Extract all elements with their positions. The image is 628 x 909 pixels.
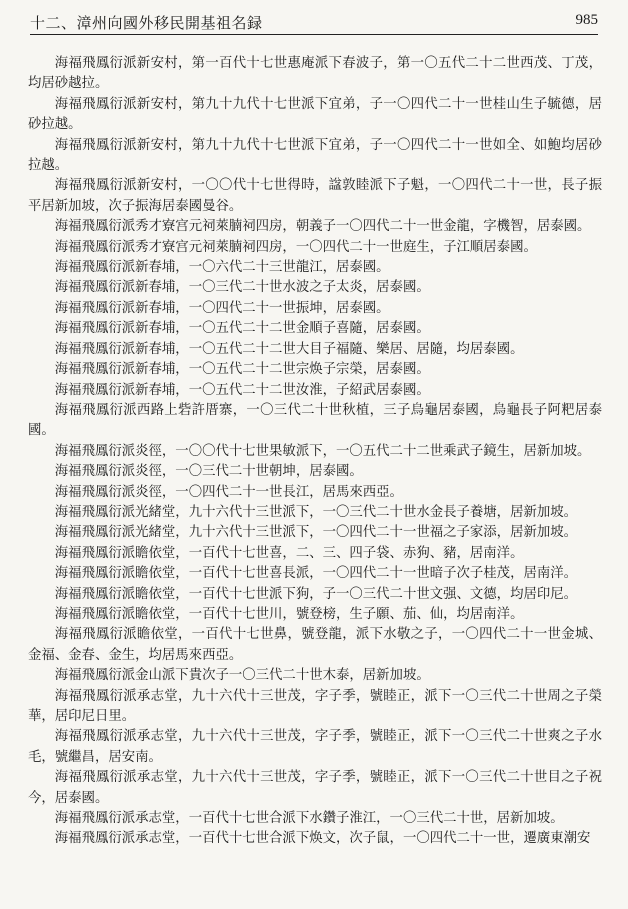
- entry-paragraph: 海福飛鳳衍派承志堂，九十六代十三世茂，字子季，號睦正，派下一〇三代二十世目之子祝今，居泰國。: [28, 770, 602, 806]
- entry-paragraph: 海福飛鳳衍派瞻依堂，一百代十七世鼻，號登龍，派下水敬之子，一〇四代二十一世金城、金福、金春、金生，均居馬來西亞。: [28, 627, 602, 663]
- entry-paragraph: 海福飛鳳衍派金山派下貴次子一〇三代二十世木泰，居新加坡。: [54, 668, 430, 684]
- page-body: [28, 54, 602, 850]
- entry-paragraph: 海福飛鳳衍派秀才寮宫元祠萊腩祠四房，一〇四代二十一世庭生，子江順居泰國。: [54, 239, 537, 255]
- entry-paragraph: 海福飛鳳衍派炎徑，一〇〇代十七世果敏派下，一〇五代二十二世乘武子鏡生，居新加坡。: [54, 443, 591, 459]
- entry-paragraph: 海福飛鳳衍派新春埔，一〇五代二十二世金順子喜隨，居泰國。: [54, 321, 430, 337]
- entry-paragraph: 海福飛鳳衍派光緒堂，九十六代十三世派下，一〇三代二十世水金長子養塘，居新加坡。: [54, 504, 578, 520]
- entry-paragraph: 海福飛鳳衍派瞻依堂，一百代十七世喜長派，一〇四代二十一世暗子次子桂茂，居南洋。: [54, 566, 578, 582]
- entry-paragraph: 海福飛鳳衍派承志堂，一百代十七世合派下焕文，次子鼠，一〇四代二十一世，遷廣東潮安: [54, 831, 591, 847]
- entry-paragraph: 海福飛鳳衍派新春埔，一〇六代二十三世龍江，居泰國。: [54, 260, 390, 276]
- entry-paragraph: 海福飛鳳衍派瞻依堂，一百代十七世喜，二、三、四子袋、赤狗、豬，居南洋。: [54, 545, 524, 561]
- page-number: 985: [575, 12, 598, 28]
- entry-paragraph: 海福飛鳳衍派承志堂，九十六代十三世茂，字子季，號睦正，派下一〇三代二十世爽之子水毛，號繼昌，居安南。: [28, 729, 602, 765]
- entry-paragraph: 海福飛鳳衍派西路上砦許厝寨，一〇三代二十世秋植，三子烏龜居泰國，烏龜長子阿粑居泰國。: [28, 402, 602, 439]
- page-header: [30, 10, 598, 35]
- entry-paragraph: 海福飛鳳衍派新春埔，一〇五代二十二世大目子福隨、樂居、居隨，均居泰國。: [54, 341, 524, 357]
- entry-paragraph: 海福飛鳳衍派瞻依堂，一百代十七世川，號登榜，生子願、茄、仙，均居南洋。: [54, 606, 524, 622]
- entry-paragraph: 海福飛鳳衍派瞻依堂，一百代十七世派下狗，子一〇三代二十世文强、文德，均居印尼。: [54, 586, 578, 602]
- entry-paragraph: 海福飛鳳衍派承志堂，九十六代十三世茂，字子季，號睦正，派下一〇三代二十世周之子榮華，居印尼日里。: [28, 688, 602, 724]
- entry-paragraph: 海福飛鳳衍派新安村，第一百代十七世惠庵派下春波子，第一〇五代二十二世西茂、丁茂，均居砂越拉。: [28, 56, 602, 92]
- entry-paragraph: 海福飛鳳衍派新春埔，一〇五代二十二世汝淮，子紹武居泰國。: [54, 382, 430, 398]
- entry-paragraph: 海福飛鳳衍派炎徑，一〇四代二十一世長江，居馬來西亞。: [54, 484, 403, 500]
- running-title: 十二、漳州向國外移民開基祖名録: [30, 14, 263, 32]
- entry-paragraph: 海福飛鳳衍派新春埔，一〇三代二十世水波之子太炎，居泰國。: [54, 280, 430, 296]
- entry-paragraph: 海福飛鳳衍派光緒堂，九十六代十三世派下，一〇四代二十一世福之子家添，居新加坡。: [54, 525, 578, 541]
- entry-paragraph: 海福飛鳳衍派承志堂，一百代十七世合派下水鑽子淮江，一〇三代二十世，居新加坡。: [54, 811, 564, 827]
- entry-paragraph: 海福飛鳳衍派新安村，第九十九代十七世派下宜弟，子一〇四代二十一世桂山生子毓德，居砂拉越。: [28, 96, 602, 133]
- entry-paragraph: 海福飛鳳衍派新春埔，一〇四代二十一世振坤，居泰國。: [54, 300, 390, 316]
- entry-paragraph: 海福飛鳳衍派新安村，一〇〇代十七世得時，諡敦睦派下子魁，一〇四代二十一世，長子振平居新加坡，次子振海居泰國曼谷。: [28, 178, 602, 214]
- entry-paragraph: 海福飛鳳衍派新春埔，一〇五代二十二世宗焕子宗榮，居泰國。: [54, 362, 430, 378]
- entry-paragraph: 海福飛鳳衍派新安村，第九十九代十七世派下宜弟，子一〇四代二十一世如全、如鮑均居砂拉越。: [28, 137, 602, 174]
- entry-paragraph: 海福飛鳳衍派炎徑，一〇三代二十世朝坤，居泰國。: [54, 464, 363, 480]
- entry-paragraph: 海福飛鳳衍派秀才寮宫元祠萊腩祠四房，朝義子一〇四代二十一世金龍，字機智，居泰國。: [54, 219, 591, 235]
